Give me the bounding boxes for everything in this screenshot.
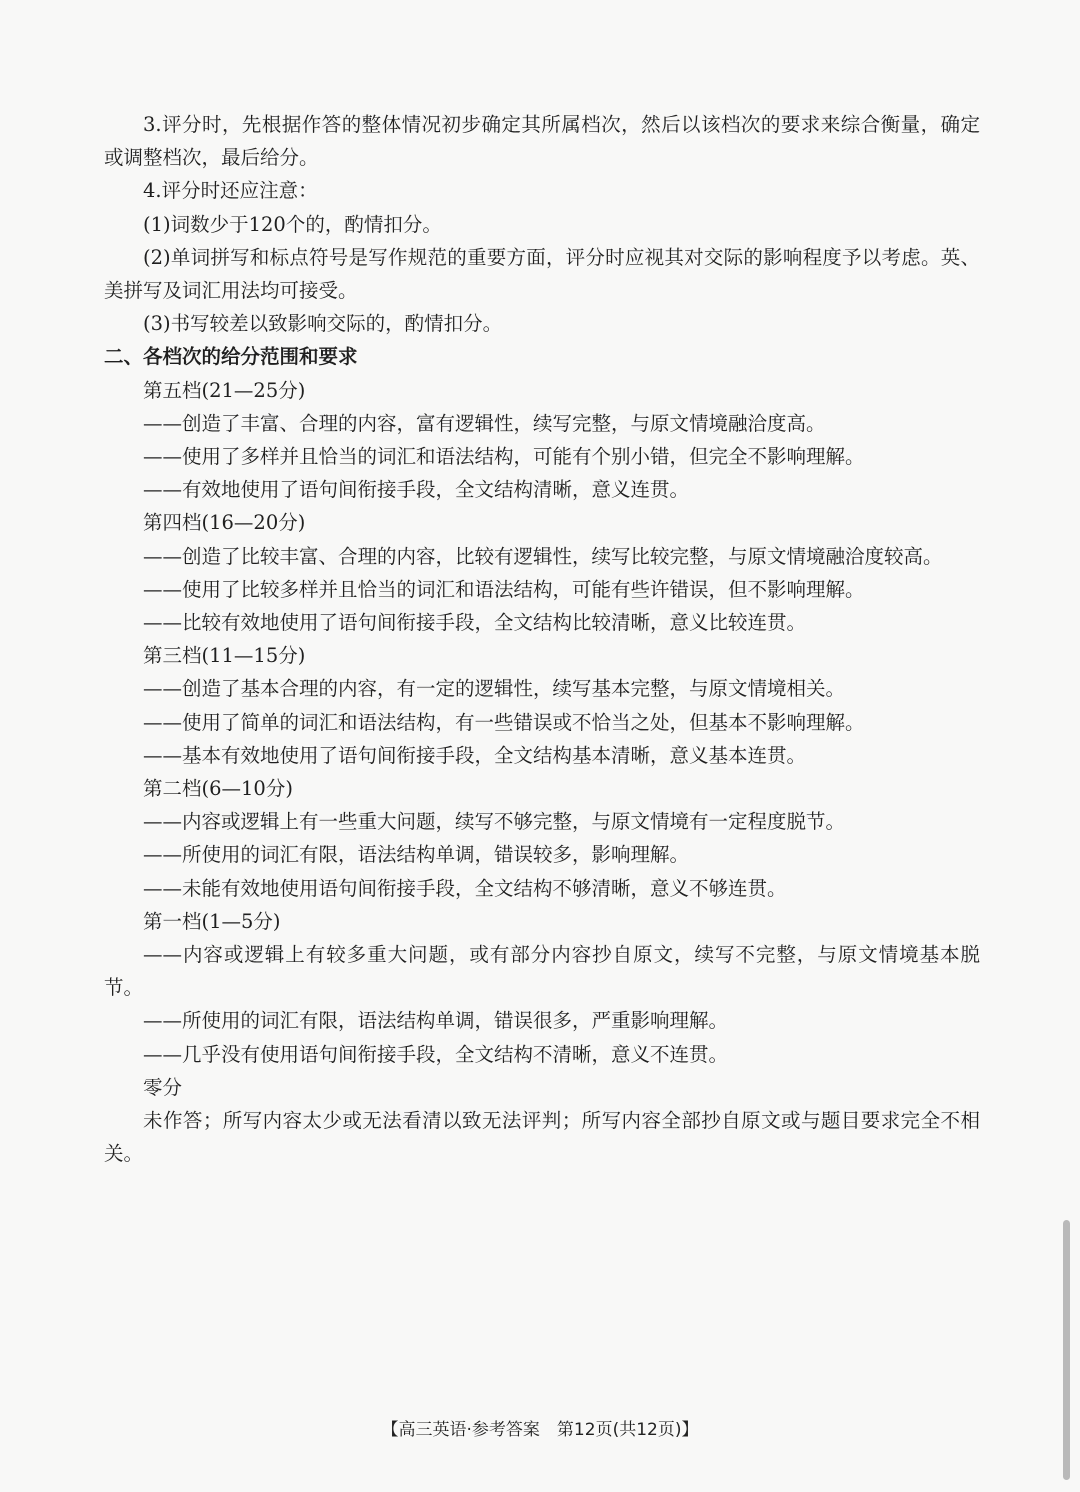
level-2-criterion: ——内容或逻辑上有一些重大问题，续写不够完整，与原文情境有一定程度脱节。 [143, 810, 846, 834]
rule-item-4-1: (1)词数少于120个的，酌情扣分。 [143, 212, 442, 236]
level-3-criterion: ——创造了基本合理的内容，有一定的逻辑性，续写基本完整，与原文情境相关。 [143, 677, 846, 701]
page-content [104, 108, 980, 1171]
level-2-title: 第二档(6—10分) [143, 777, 293, 801]
level-1-criterion: ——几乎没有使用语句间衔接手段，全文结构不清晰，意义不连贯。 [143, 1042, 729, 1066]
scrollbar-thumb[interactable] [1063, 1220, 1070, 1480]
level-5-criterion: ——有效地使用了语句间衔接手段，全文结构清晰，意义连贯。 [143, 478, 690, 502]
level-1-criterion: ——内容或逻辑上有较多重大问题，或有部分内容抄自原文，续写不完整，与原文情境基本脱节。 [104, 943, 980, 1000]
section-heading: 二、各档次的给分范围和要求 [104, 345, 358, 369]
level-1-title: 第一档(1—5分) [143, 909, 281, 933]
level-3-criterion: ——基本有效地使用了语句间衔接手段，全文结构基本清晰，意义基本连贯。 [143, 743, 807, 767]
level-3-title: 第三档(11—15分) [143, 644, 306, 668]
level-2-criterion: ——所使用的词汇有限，语法结构单调，错误较多，影响理解。 [143, 843, 690, 867]
rule-item-4-3: (3)书写较差以致影响交际的，酌情扣分。 [143, 312, 503, 336]
level-5-criterion: ——创造了丰富、合理的内容，富有逻辑性，续写完整，与原文情境融洽度高。 [143, 411, 826, 435]
level-4-criterion: ——比较有效地使用了语句间衔接手段，全文结构比较清晰，意义比较连贯。 [143, 611, 807, 635]
level-2-criterion: ——未能有效地使用语句间衔接手段，全文结构不够清晰，意义不够连贯。 [143, 876, 787, 900]
level-4-criterion: ——使用了比较多样并且恰当的词汇和语法结构，可能有些许错误，但不影响理解。 [143, 577, 865, 601]
zero-score-text: 未作答；所写内容太少或无法看清以致无法评判；所写内容全部抄自原文或与题目要求完全不相关。 [104, 1109, 980, 1166]
level-4-title: 第四档(16—20分) [143, 511, 306, 535]
level-3-criterion: ——使用了简单的词汇和语法结构，有一些错误或不恰当之处，但基本不影响理解。 [143, 710, 865, 734]
level-5-criterion: ——使用了多样并且恰当的词汇和语法结构，可能有个别小错，但完全不影响理解。 [143, 445, 865, 469]
level-4-criterion: ——创造了比较丰富、合理的内容，比较有逻辑性，续写比较完整，与原文情境融洽度较高。 [143, 544, 943, 568]
level-1-criterion: ——所使用的词汇有限，语法结构单调，错误很多，严重影响理解。 [143, 1009, 729, 1033]
level-5-title: 第五档(21—25分) [143, 378, 306, 402]
rule-item-4: 4.评分时还应注意： [143, 179, 318, 203]
zero-score-title: 零分 [143, 1075, 183, 1099]
rule-item-3: 3.评分时，先根据作答的整体情况初步确定其所属档次，然后以该档次的要求来综合衡量，确定或调整档次，最后给分。 [104, 113, 980, 170]
rule-item-4-2: (2)单词拼写和标点符号是写作规范的重要方面，评分时应视其对交际的影响程度予以考虑。英、美拼写及词汇用法均可接受。 [104, 245, 980, 303]
page-footer: 【高三英语·参考答案 第12页(共12页)】 [381, 1420, 699, 1440]
